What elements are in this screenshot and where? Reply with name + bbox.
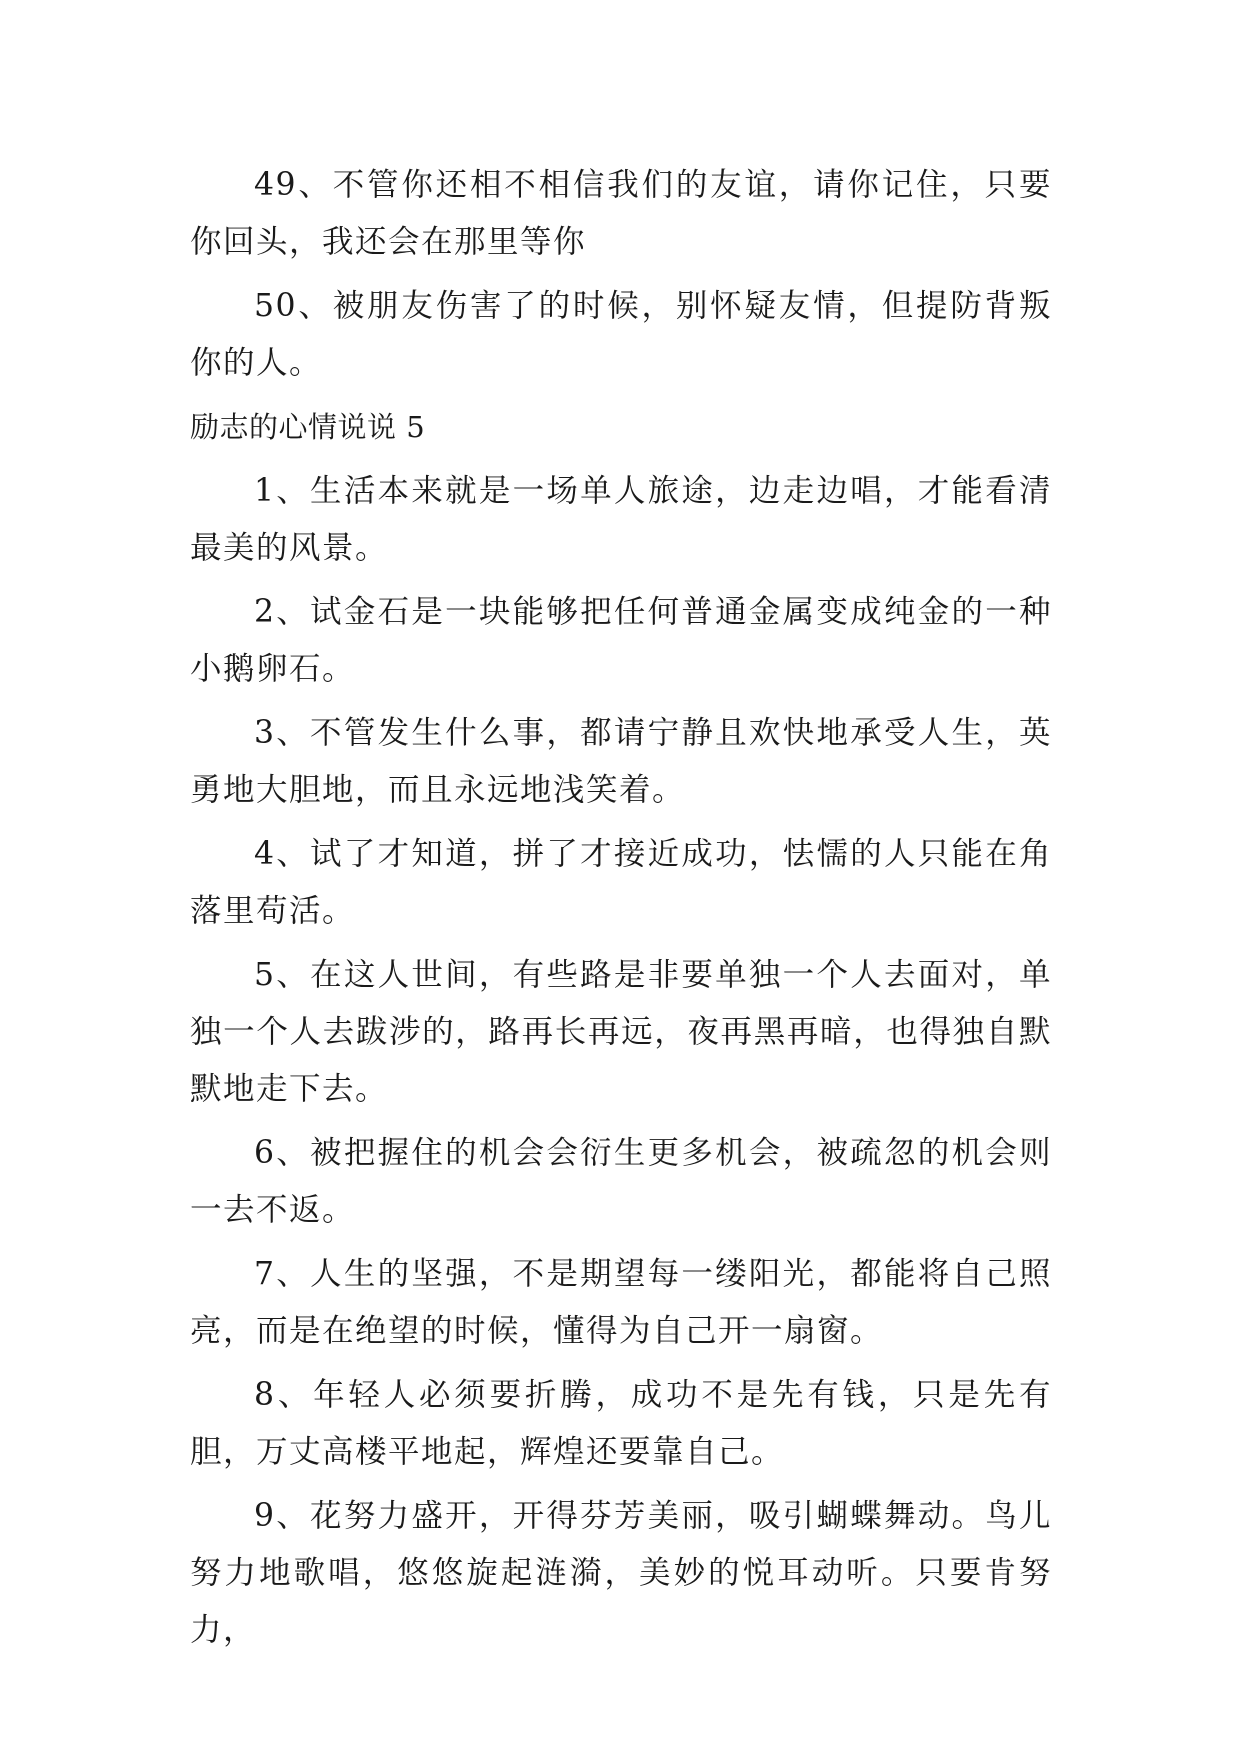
paragraph-50: 50、被朋友伤害了的时候，别怀疑友情，但提防背叛你的人。 xyxy=(190,288,1052,381)
paragraph-8: 8、年轻人必须要折腾，成功不是先有钱，只是先有胆，万丈高楼平地起，辉煌还要靠自己。 xyxy=(190,1377,1052,1470)
paragraph-1: 1、生活本来就是一场单人旅途，边走边唱，才能看清最美的风景。 xyxy=(190,473,1052,566)
paragraph-7: 7、人生的坚强，不是期望每一缕阳光，都能将自己照亮，而是在绝望的时候，懂得为自己开一扇窗。 xyxy=(190,1256,1052,1349)
paragraph-5: 5、在这人世间，有些路是非要单独一个人去面对，单独一个人去跋涉的，路再长再远，夜再黑再暗，也得独自默默地走下去。 xyxy=(190,957,1052,1107)
paragraph-49: 49、不管你还相不相信我们的友谊，请你记住，只要你回头，我还会在那里等你 xyxy=(190,167,1052,260)
paragraph-2: 2、试金石是一块能够把任何普通金属变成纯金的一种小鹅卵石。 xyxy=(190,594,1052,687)
document-body xyxy=(190,157,1052,1666)
paragraph-3: 3、不管发生什么事，都请宁静且欢快地承受人生，英勇地大胆地，而且永远地浅笑着。 xyxy=(190,715,1052,808)
paragraph-9: 9、花努力盛开，开得芬芳美丽，吸引蝴蝶舞动。鸟儿努力地歌唱，悠悠旋起涟漪，美妙的悦耳动听。只要肯努力， xyxy=(190,1498,1052,1648)
paragraph-6: 6、被把握住的机会会衍生更多机会，被疏忽的机会则一去不返。 xyxy=(190,1135,1052,1228)
paragraph-4: 4、试了才知道，拼了才接近成功，怯懦的人只能在角落里苟活。 xyxy=(190,836,1052,929)
section-heading: 励志的心情说说 5 xyxy=(190,410,426,444)
